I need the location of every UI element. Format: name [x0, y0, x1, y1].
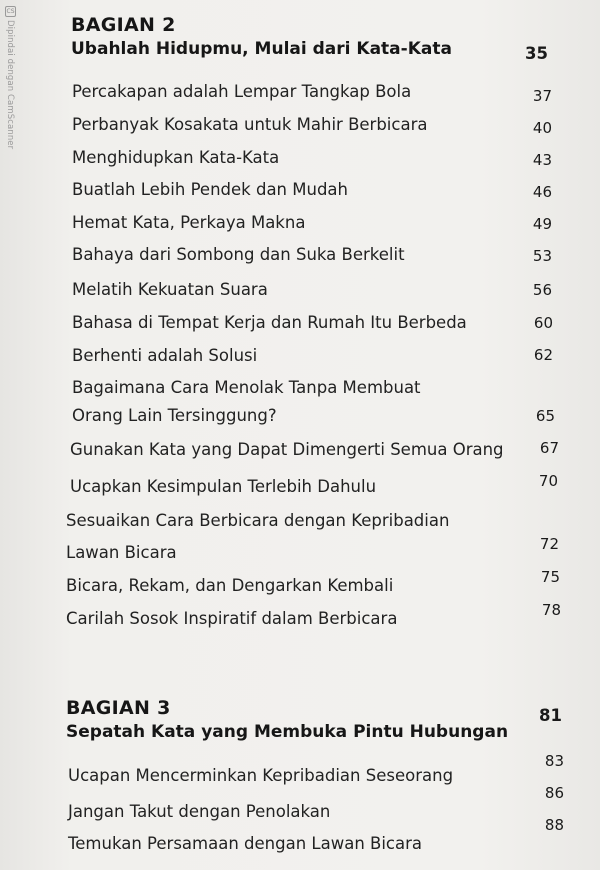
- toc-entry-title: Buatlah Lebih Pendek dan Mudah: [72, 180, 348, 199]
- part-2-page-number: 35: [525, 44, 548, 63]
- toc-entry-page: 53: [532, 247, 552, 265]
- toc-entry-title: Menghidupkan Kata-Kata: [72, 148, 280, 167]
- toc-entry-page: 46: [532, 183, 552, 201]
- toc-entry-title: Bahaya dari Sombong dan Suka Berkelit: [72, 245, 405, 264]
- toc-entry-page: 70: [538, 472, 558, 490]
- part-2-title: Ubahlah Hidupmu, Mulai dari Kata-Kata: [71, 39, 452, 59]
- watermark-text: Dipindai dengan CamScanner: [5, 20, 15, 150]
- toc-entry-title: Melatih Kekuatan Suara: [72, 280, 268, 299]
- part-3-page-number: 81: [539, 706, 562, 725]
- toc-entry-page: 65: [535, 407, 555, 425]
- toc-entry-page: 37: [532, 87, 552, 105]
- toc-entry-page: 40: [532, 119, 552, 137]
- camscanner-logo-icon: CS: [6, 8, 15, 15]
- toc-entry-title: Berhenti adalah Solusi: [72, 346, 258, 365]
- toc-entry-title: Perbanyak Kosakata untuk Mahir Berbicara: [72, 115, 428, 134]
- part-2-label: BAGIAN 2: [71, 14, 176, 36]
- toc-entry-title-line-2: Orang Lain Tersinggung?: [72, 406, 277, 425]
- toc-entry-page: 62: [533, 346, 553, 364]
- toc-entry-page: 43: [532, 151, 552, 169]
- toc-entry-title: Gunakan Kata yang Dapat Dimengerti Semua Orang: [70, 440, 504, 459]
- part-3-title: Sepatah Kata yang Membuka Pintu Hubungan: [66, 722, 509, 742]
- toc-entry-page: 75: [540, 568, 560, 586]
- toc-entry-title: Bahasa di Tempat Kerja dan Rumah Itu Berbeda: [72, 313, 467, 332]
- toc-entry-title: Jangan Takut dengan Penolakan: [68, 802, 331, 821]
- toc-entry-title: Carilah Sosok Inspiratif dalam Berbicara: [66, 609, 398, 628]
- toc-entry-title: Ucapan Mencerminkan Kepribadian Seseorang: [68, 766, 454, 785]
- toc-entry-page: 72: [539, 535, 559, 553]
- toc-entry-title: Temukan Persamaan dengan Lawan Bicara: [68, 834, 423, 853]
- camscanner-watermark: [4, 6, 16, 156]
- toc-entry-page: 78: [541, 601, 561, 619]
- toc-entry-page: 49: [532, 215, 552, 233]
- toc-entry-title-line-1: Bagaimana Cara Menolak Tanpa Membuat: [72, 378, 421, 397]
- toc-entry-page: 60: [533, 314, 553, 332]
- toc-entry-page: 67: [539, 439, 559, 457]
- toc-entry-title-line-1: Sesuaikan Cara Berbicara dengan Kepribadian: [66, 511, 450, 530]
- toc-entry-title-line-2: Lawan Bicara: [66, 543, 177, 562]
- part-3-label: BAGIAN 3: [66, 697, 171, 719]
- toc-entry-page: 86: [544, 784, 564, 802]
- toc-entry-page: 83: [544, 752, 564, 770]
- toc-entry-title: Hemat Kata, Perkaya Makna: [72, 213, 306, 232]
- toc-entry-title: Bicara, Rekam, dan Dengarkan Kembali: [66, 576, 394, 595]
- toc-entry-page: 56: [532, 281, 552, 299]
- toc-entry-title: Percakapan adalah Lempar Tangkap Bola: [72, 82, 412, 101]
- toc-entry-title: Ucapkan Kesimpulan Terlebih Dahulu: [70, 477, 377, 496]
- toc-entry-page: 88: [544, 816, 564, 834]
